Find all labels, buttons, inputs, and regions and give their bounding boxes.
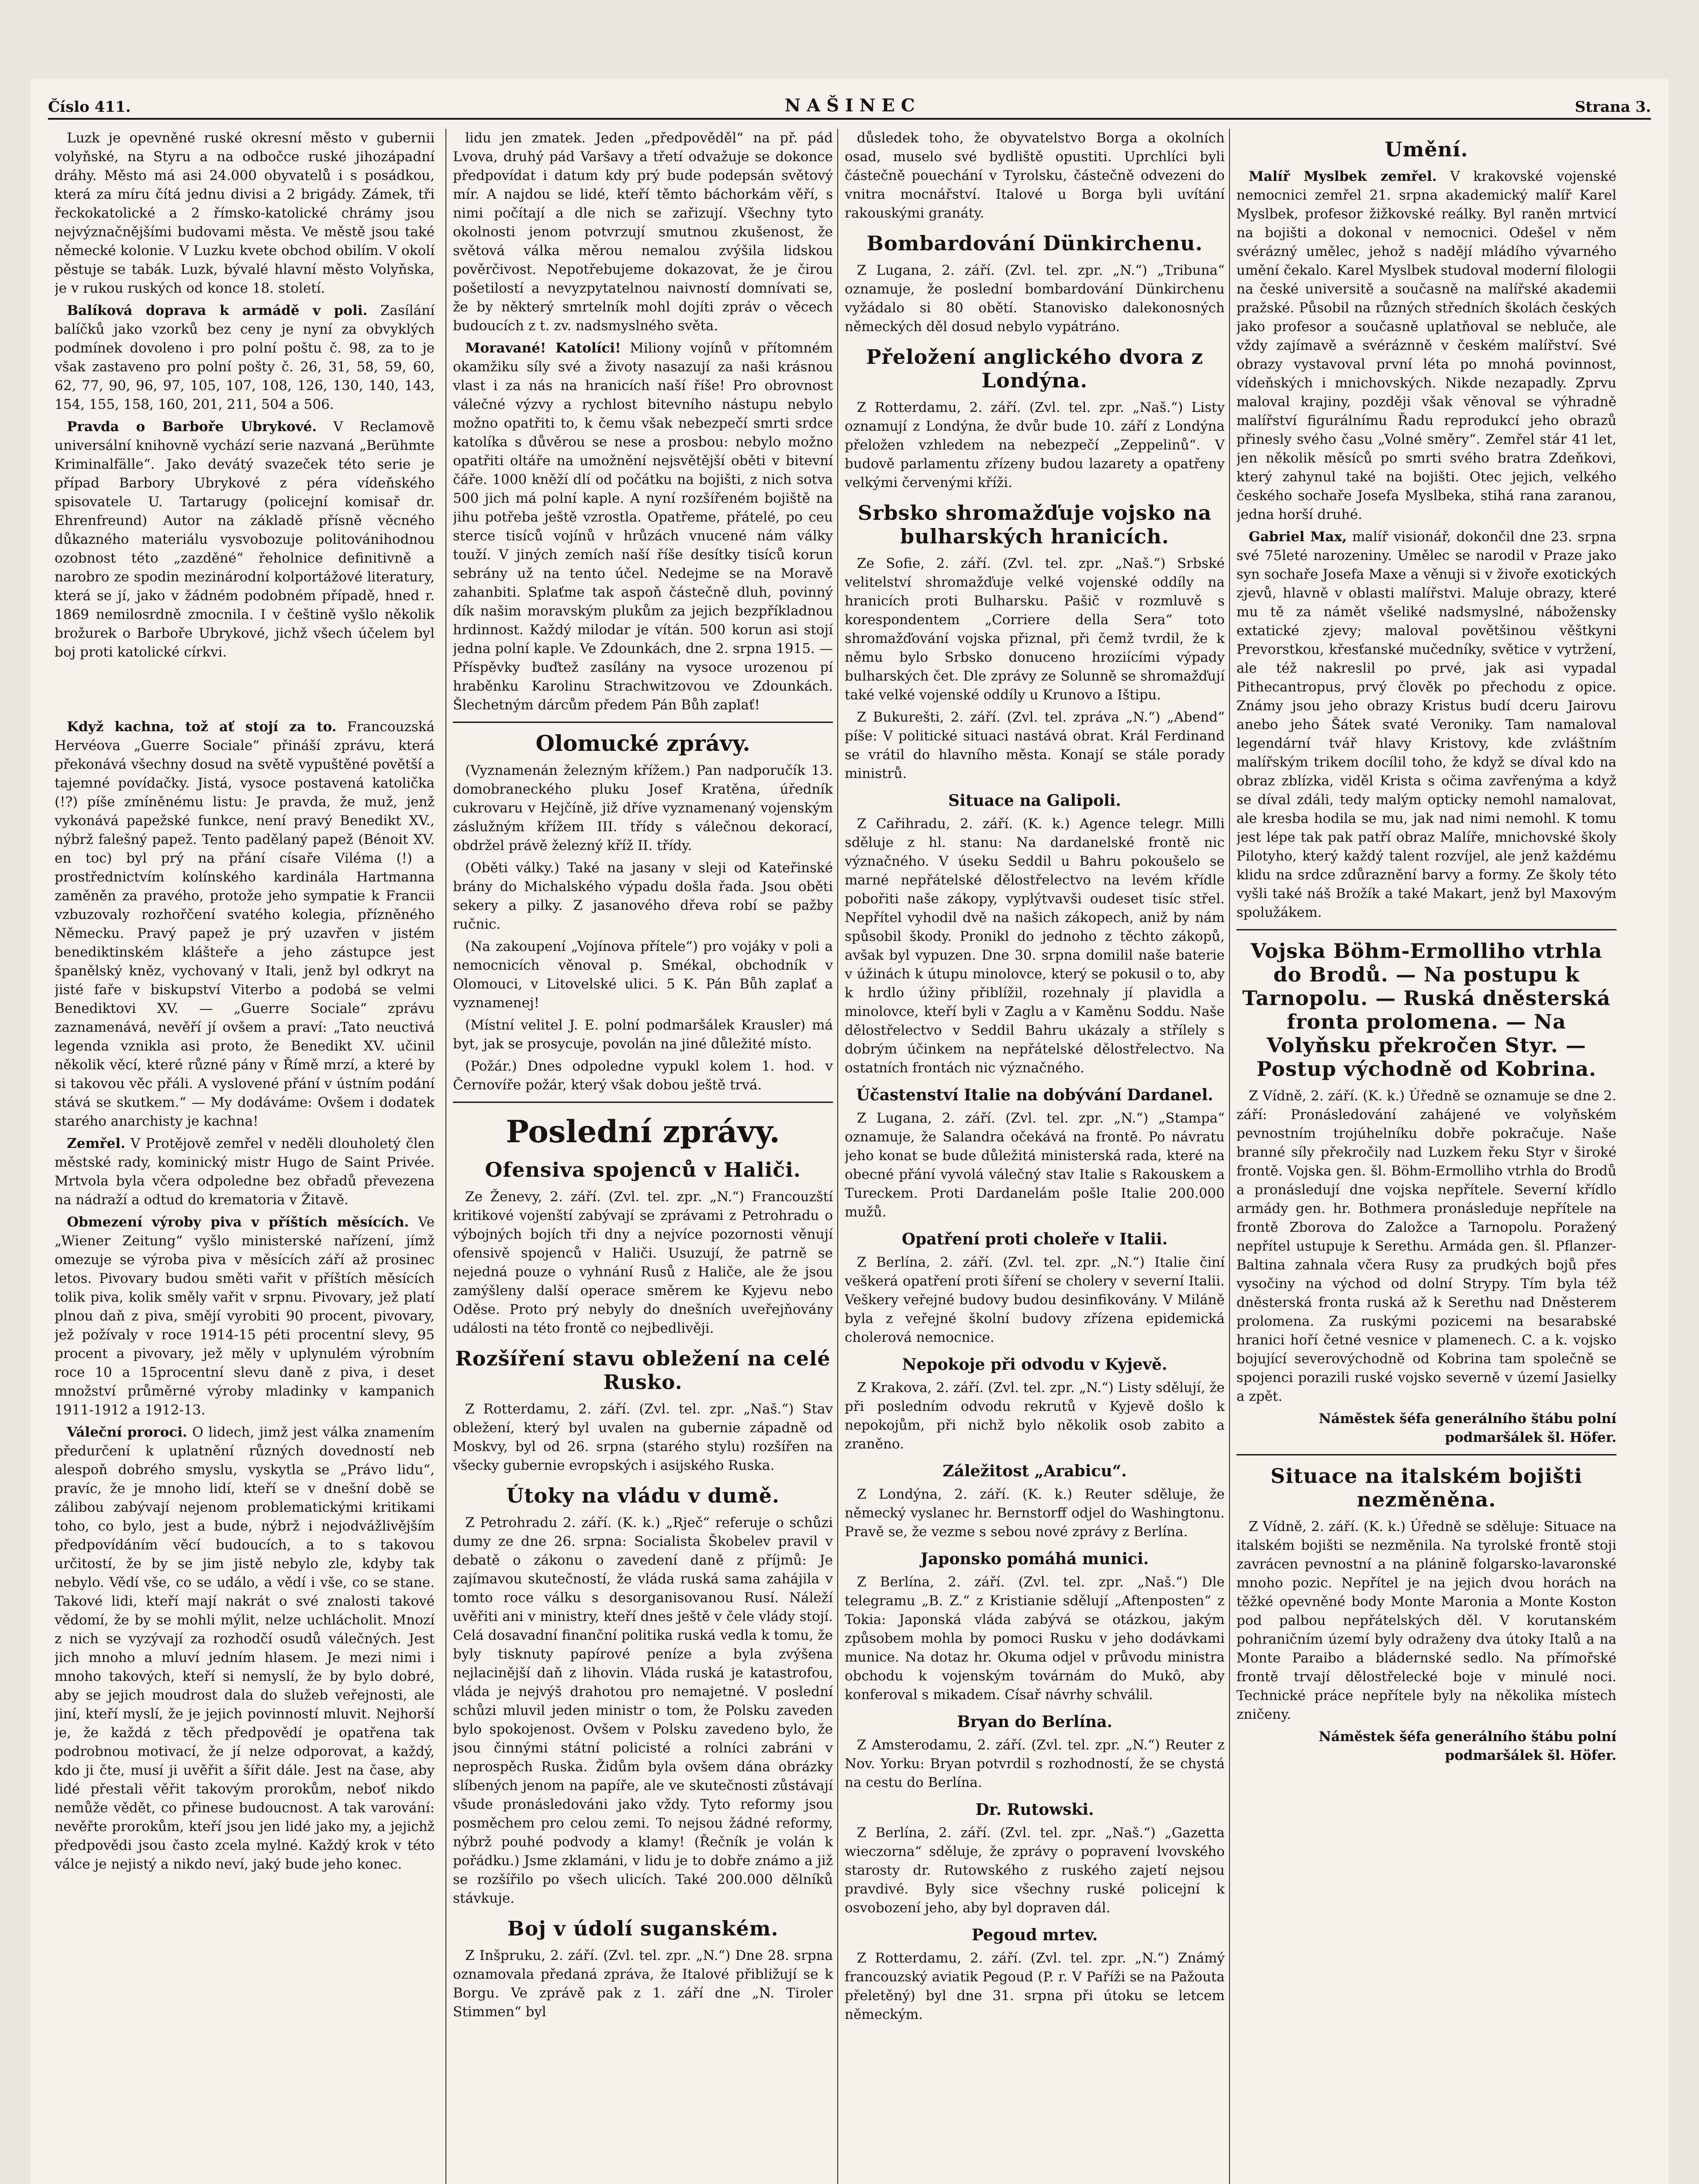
article-myslbek [1236, 167, 1616, 524]
headline: Boj v údolí suganském. [507, 1917, 779, 1940]
signature: Náměstek šéfa generálního štábu polní podmaršálek šl. Höfer. [1319, 1729, 1616, 1763]
headline: Záležitost „Arabicu“. [943, 1462, 1127, 1480]
page-header [48, 90, 1651, 116]
spacer [55, 665, 435, 718]
article-text: V Protějově zemřel v neděli dlouholetý člen městské rady, kominický mistr Hugo de Saint Privée. Mrtvola byla včera odpoledne bez obřadů převezena na nádraží a odtud do krematoria v Žitavě. [55, 1136, 435, 1208]
article-zemrel [55, 1134, 435, 1209]
news-item: Ze Ženevy, 2. září. (Zvl. tel. zpr. „N.“) Francouzští kritikové vojenští zabývají se zprávami z Petrohradu o výbojných bojích tři dny a nejvíce pozornosti věnují ofensivě spojenců v Haliči. Usuzují, že patrně se nejedná pouze o vyhnání Rusů z Haliče, ale že jsou zamýšleny další operace směrem ke Kyjevu nebo Oděse. Proto prý nebyly do dnešních uveřejňovány události na této frontě co nejbedlivěji. [453, 1189, 833, 1336]
headline-vojska: Vojska Böhm-Ermolliho vtrhla do Brodů. — Na postupu k Tarnopolu. — Ruská dněsterská fronta prolomena. — Na Volyňsku překročen Styr. — Postup východně od Kobrina. [1242, 939, 1611, 1081]
section-heading-umeni: Umění. [1385, 138, 1468, 161]
news-item: Z Krakova, 2. září. (Zvl. tel. zpr. „N.“) Listy sdělují, že při posledním odvodu rekrutů v Kyjevě došlo k nepokojům, při nichž bylo několik osob zabito a zraněno. [845, 1380, 1225, 1452]
article-katolici [453, 339, 833, 715]
news-item: Z Berlína, 2. září. (Zvl. tel. zpr. „Naš.“) „Gazetta wieczorna“ sděluje, že zprávy o popravení lvovského starosty dr. Rutowského z ruského zajetí nejsou pravdivé. Byly sice všechny ruské policejní k osvobození jeho, aby byl dopraven dál. [845, 1825, 1225, 1916]
column-1 [55, 129, 435, 2184]
news-item: (Oběti války.) Také na jasany v sleji od Kateřinské brány do Michalského výpadu došla řada. Jsou oběti sekery a pilky. Z jasanového dřeva robí se pažby ručnic. [453, 860, 833, 932]
article-text: Francouzská Hervéova „Guerre Sociale“ přináší zprávu, která překonává všechny dosud na světě vypuštěné povětší a tajemné povídačky. Jistá, vysoce postavená katolička (!?) píše zmíněnému listu: Je pravda, že muž, jenž vykonává papežské funkce, není pravý Benedikt XV., nýbrž falešný papež. Tento padělaný papež (Bénoit XV. en toc) byl prý na přání císaře Viléma (!) a prostřednictvím kolínského kardinála Hartmanna zaměněn za pravého, protože jeho sympatie k Francii vzbuzovaly rozhořčení svatého kolegia, přízněného Německu. Pravý papež je prý uzavřen v jistém benediktinském klášteře a jeho zástupce jest španělský kněz, vychovaný v Itali, jenž byl odkryt na jisté faře v biskupství Viterbo a podobá se velmi Benediktovi XV. — „Guerre Sociale“ zprávu zaznamenává, nevěří jí ovšem a praví: „Tato neuctivá legenda vznikla asi proto, že Benedikt XV. učinil několik věcí, které různé pány v Římě mrzí, a které by si takovou věc přáli. A vyslovené přání v ústním podání stává se skutkem.“ — My dodáváme: Ovšem i dodatek starého anarchisty je kachna! [55, 719, 435, 1129]
article-continuation: lidu jen zmatek. Jeden „předpověděl“ na př. pád Lvova, druhý pád Varšavy a třetí odvažuje se dokonce předpovídat i datum kdy prý bude podepsán světový mír. A najdou se lidé, kteří těmto báchorkám věří, s nimi počítají a dle nich se zařizují. Všechny tyto okolnosti jenom potvrzují smutnou zkušenost, že světová válka měrou nemalou zvýšila lidskou pověrčivost. Nepotřebujeme dokazovat, že je čirou pošetilostí a nevyzpytatelnou naivností domnívati se, že by některý smrtelník mohl dojíti zpráv o věcech budoucích z t. zv. nadsmyslného světa. [453, 130, 833, 334]
section-rule [453, 1102, 833, 1103]
kicker: Pravda o Barboře Ubrykové. [67, 419, 317, 435]
section-heading-olomucke: Olomucké zprávy. [535, 730, 750, 756]
column-divider [837, 129, 838, 2184]
news-item: Z Rotterdamu, 2. září. (Zvl. tel. zpr. „Naš.“) Stav obležení, který byl uvalen na gubernie západně od Moskvy, byl od 26. srpna (starého stylu) rozšířen na všecky gubernie evropských i asijského Ruska. [453, 1401, 833, 1473]
news-item: Z Berlína, 2. září. (Zvl. tel. zpr. „Naš.“) Dle telegramu „B. Z.“ z Kristianie sdělují „Aftenposten“ z Tokia: Japonská vláda zabývá se otázkou, jakým způsobem mohla by pomoci Rusku v jeho dodávkami munice. Na dotaz hr. Okuma odjel v průvodu ministra obchodu k vojenským továrnám do Mukô, aby konferoval s mikadem. Císař návrhy schválil. [845, 1574, 1225, 1703]
news-item: Z Lugana, 2. září. (Zvl. tel. zpr. „N.“) „Tribuna“ oznamuje, že poslední bombardování Dünkirchenu vyžádalo si 80 obětí. Stanovisko dalekonosných německých děl dosud nebylo vypátráno. [845, 263, 1225, 335]
page-number: Strana 3. [1575, 98, 1651, 116]
news-item: Z Rotterdamu, 2. září. (Zvl. tel. zpr. „Naš.“) Listy oznamují z Londýna, že dvůr bude 10. září z Londýna přeložen vzhledem na nebezpečí „Zeppelinů“. V budově parlamentu zřízeny budou lazarety a opatřeny velkými červenými kříži. [845, 400, 1225, 491]
news-item: Z Vídně, 2. září. (K. k.) Úředně se sděluje: Situace na italském bojišti se nezměnila. Na tyrolské frontě stoji zavrácen pevnostní a na plánině folgarsko-lavaronské mnoho pozic. Nepřítel je na jejich dvou horách na těžké opevněné body Monte Maronia a Monte Koston pod palbou nepřátelských děl. V korutanském pohraničním území byly odraženy dva útoky Italů a na Monte Paraibo a bládernské sedlo. Na přímořské frontě trvají dělostřelecké boje v minulé noci. Technické práce nepřítele byly na několika místech zničeny. [1236, 1519, 1616, 1722]
column-2 [453, 129, 833, 2184]
headline: Útoky na vládu v dumě. [506, 1484, 780, 1507]
column-divider [445, 129, 446, 2184]
issue-number: Číslo 411. [48, 98, 131, 116]
column-divider [1229, 129, 1230, 2184]
news-item: Ze Sofie, 2. září. (Zvl. tel. zpr. „Naš.“) Srbské velitelství shromažďuje velké vojenské oddíly na hranicích proti Bulharsku. Pašič v rozmluvě s korespondentem „Corriere della Sera“ toto shromažďování vojska přiznal, při čemž tvrdil, že k němu bylo Srbsko donuceno hroziícími výpady bulharských čet. Dle zprávy ze Solunně se shromažďují také velké vojenské oddíly u Krunovo a Ištipu. [845, 556, 1225, 703]
article-ubrykova [55, 418, 435, 662]
article-max [1236, 528, 1616, 922]
kicker: Když kachna, tož ať stojí za to. [67, 719, 337, 735]
kicker: Obmezení výroby piva v příštích měsících. [67, 1214, 409, 1230]
news-item: Z Amsterodamu, 2. září. (Zvl. tel. zpr. „N.“) Reuter z Nov. Yorku: Bryan potvrdil s rozhodností, že se chystá na cestu do Berlína. [845, 1737, 1225, 1790]
headline: Bryan do Berlína. [957, 1713, 1112, 1731]
section-rule [453, 722, 833, 723]
column-3 [845, 129, 1225, 2184]
news-item: Z Vídně, 2. září. (K. k.) Úředně se oznamuje se dne 2. září: Pronásledování zahájené ve volyňském pevnostním trojúhelníku dobře pokračuje. Naše branné síly překročily nad Luzkem řeku Styr v široké frontě. Vojska gen. šl. Böhm-Ermolliho vtrhla do Brodů a pronásledují dne vojska nepřítele. Severní křídlo armády gen. hr. Bothmera pronásleduje nepřítele na frontě Zborova do Založce a Tarnopolu. Poražený nepřítel ustupuje k Serethu. Armáda gen. šl. Pflanzer-Baltina zahnala včera Rusy za prudkých bojů přes vysočiny na východ od dolní Strypy. Tím byla též dněsterská fronta ruská až k Serethu nad Dněsterem prolomena. Za ruskými pozicemi na besarabské hranici hoří četné vesnice v plamenech. C. a k. vojsko bojující severovýchodně od Kobrina tam společně se spojenci porazili ruské vojsko severně v území Jasielky a zpět. [1236, 1088, 1616, 1404]
kicker: Moravané! Katolíci! [465, 340, 621, 356]
article-text: Ve „Wiener Zeitung“ vyšlo ministerské nařízení, jímž omezuje se výroba piva v měsících září až prosinec letos. Pivovary budou směti vařit v příštích měsících tolik piva, kolik směly vařit v srpnu. Pivovary, jež platí plnou daň z piva, smějí vyrobiti 90 procent, pivovary, jež požívaly v roce 1914-15 péti procentní slevy, 95 procent a pivovary, jež měly v uplynulém výrobním roce 10 a 15procentní slevu daně z piva, i deset množství průměrné výroby mladinky v kampanich 1911-1912 a 1912-13. [55, 1214, 435, 1418]
article-proroci [55, 1423, 435, 1874]
newspaper-title: NAŠINEC [784, 95, 921, 116]
news-item: Z Bukurešti, 2. září. (Zvl. tel. zpráva „N.“) „Abend“ píše: V politické situaci nastává obrat. Král Ferdinand se vrátil do hlavního města. Konají se stále porady ministrů. [845, 709, 1225, 781]
news-item: Z Londýna, 2. září. (K. k.) Reuter sděluje, že německý vyslanec hr. Bernstorff odjel do Washingtonu. Pravě se, že vezme s sebou nové zprávy z Berlína. [845, 1486, 1225, 1540]
news-item: Z Rotterdamu, 2. září. (Zvl. tel. zpr. „N.“) Známý francouzský aviatik Pegoud (P. r. V Paříži se na Pažouta přeletěný) byl dne 31. srpna při útoku se letcem německým. [845, 1950, 1225, 2022]
kicker: Balíková doprava k armádě v poli. [67, 303, 368, 318]
article-luzk: Luzk je opevněné ruské okresní město v gubernii volyňské, na Styru a na odbočce ruské jihozápadní dráhy. Město má asi 24.000 obyvatelů i s posádkou, která za míru čítá jednu divisi a 2 brigády. Zámek, tři řeckokatolické a 2 římsko-katolické chrámy jsou nejvýznačnějšími budovami města. Ve městě jsou také německé kolonie. V Luzku kvete obchod obilím. V okolí pěstuje se tabák. Luzk, bývalé hlavní město Volyňska, je v rukou ruských od konce 18. století. [55, 130, 435, 296]
news-item: důsledek toho, že obyvatelstvo Borga a okolních osad, muselo své bydliště opustiti. Uprchlíci byli částečně pouechání v Tyrolsku, částečně odvezeni do vnitra mocnářství. Italové u Borga byli uvítání rakouskými granáty. [845, 130, 1225, 221]
headline: Opatření proti choleře v Italii. [901, 1230, 1168, 1248]
article-text: malíř visionář, dokončil dne 23. srpna své 75leté narozeniny. Umělec se narodil v Praze jako syn sochaře Josefa Maxe a věnuji si v živoře exotických zjevů, hlavně v oblasti malířstvi. Maluje obrazy, které mu tě za námět všeliké nadsmyslné, nábožensky extatické zjevy; maloval povětšinou věštkyni Prevorstkou, křesťanské mučedníky, světice v vytržení, ale též nakreslil po prvé, jak asi vypadal Pithecantropus, prvý člověk po přechodu z opice. Známy jsou jeho obrazy Kristus budí dceru Jairovu anebo jeho Šátek svaté Veroniky. Tam namaloval legendární tvář hlavy Kristovy, kde zvláštním malířským trikem docílil toho, že když se díval kdo na obraz zblízka, viděl Krista s očima zavřenýma a když se díval zdáli, tedy malým opticky nemohl namalovat, ale kresba hodila se mu, jak nad nimi nemohl. K tomu jest lépe tak pak patří obraz Malíře, mnichovské školy Pilotyho, který každý talent rozvíjel, ale jenž každému klidu na srdce zdůraznění barvy a formy. Ze školy této vyšli také náš Brožík a také Makart, jenž byl Maxovým spolužákem. [1236, 529, 1616, 920]
headline: Nepokoje při odvodu v Kyjevě. [902, 1355, 1167, 1374]
headline: Srbsko shromažďuje vojsko na bulharských hranicích. [857, 501, 1212, 548]
news-item: Z Berlína, 2. září. (Zvl. tel. zpr. „N.“) Italie činí veškerá opatření proti šíření se cholery v severní Italii. Veškery veřejné budovy budou desinfikovány. V Miláně byla z veřejné školní budovy zřízena epidemická cholerová nemocnice. [845, 1254, 1225, 1345]
headline: Situace na Galipoli. [948, 791, 1121, 810]
headline: Dr. Rutowski. [975, 1800, 1094, 1819]
kicker: Gabriel Max, [1249, 529, 1347, 545]
news-item: (Vyznamenán železným křížem.) Pan nadporučík 13. domobraneckého pluku Josef Kratěna, úředník cukrovaru v Hejčíně, již dříve vyznamenaný vojenským záslužným křížem III. třídy s válečnou dekorací, obdržel právě železný kříž II. třídy. [453, 763, 833, 854]
news-item: Z Petrohradu 2. září. (K. k.) „Rječ“ referuje o schůzi dumy ze dne 26. srpna: Socialista Škobelev pravil v debatě o zákonu o zavedení daně z příjmů: Je zajímavou skutečností, že vláda ruská sama zahájila v tomto roce válku s desorganisovanou Rusí. Náleží uvěřiti ani v ministry, kteří dnes ještě v čele vlády stojí. Celá dosavadní finanční politika ruská vedla k tomu, že byly tisknuty papírové peníze a byla zvýšena nejlacinější daň z lihovin. Vláda ruská je katastrofou, vláda je nejvýš drahotou pro nemajetné. V poslední schůzi mluvil jeden ministr o tom, že Polsku zaveden bylo spokojenost. Ovšem v Polsku zavedeno bylo, že jsou činnými státní policisté a rolníci zabráni v neprospěch Ruska. Židům byla ovšem dána obrázky slíbených jenom na papíře, ale ve skutečnosti zůstávají všude pronásledováni jako vždy. Tyto reformy jsou posměchem pro celou zemi. To nejsou žádné reformy, nýbrž pouhé podvody a klamy! (Řečník je volán k pořádku.) Jsme zklamáni, v lidu je to dobře známo a již se rozšířilo po všech ulicích. Také 200.000 dělníků stávkuje. [453, 1515, 833, 1906]
kicker: Malíř Myslbek zemřel. [1249, 169, 1437, 184]
header-rule [48, 118, 1651, 120]
news-item: Z Cařihradu, 2. září. (K. k.) Agence telegr. Milli sděluje z hl. stanu: Na dardanelské frontě nic význačného. V úseku Seddil u Bahru pokoušelo se marné nepřátelské dělostřelectvo na levém křídle pobořiti naše zákopy, vyplýtvavši oudeset tisíc střel. Nepřítel vyhodil dvě na našich zákopech, aniž by nám spůsobil škody. Pronikl do jednoho z těchto zákopů, avšak byl vypuzen. Dne 30. srpna domilil naše baterie v úžinách k útupu minolovce, který se pokusil o to, aby k hrdlo úžiny přiblížil, rozehnaly jí plavidla a minolovce, kteří byli v Zaglu a v Kaměnu Soddu. Naše dělostřelectvo v Seddil Bahru ukázaly a střílely s dobrým účinkem na nepřátelské dělostřelectvo. Na ostatních frontách nic význačného. [845, 816, 1225, 1076]
news-item: (Místní velitel J. E. polní podmaršálek Krausler) má byt, jak se prosycuje, povolán na jiné důležité místo. [453, 1017, 833, 1052]
section-rule [1236, 1454, 1616, 1455]
article-text: Miliony vojínů v přítomném okamžiku síly své a životy nasazují za naši krásnou vlast i za nás na hranicích naší říše! Pro obrovnost válečné výzvy a rychlost bitevního nástupu nebylo možno opatřiti to, k čemu však nebezpečí smrti srdce katolíka s důvěrou se nese a prosbou: nebylo možno opatřiti oltáře na umožnění nejsvětější oběti v bitevní čáře. 1000 kněží dlí od počátku na bojišti, z nich sotva 500 jich má polní kaple. A nyní rozšířeném bojiště na jihu potřeba ještě vzrostla. Opatřeme, přátelé, po ceu sterce tisíců vojínů v hrůzách vnucené nám války touží. V jiných zemích naší říše desítky tisíců korun sebrány už na tento účel. Nedejme se na Moravě zahanbiti. Splaťme tak aspoň částečně dluh, povinný dík našim moravským plukům za jejich bezpříkladnou hrdinnost. Každý milodar je vítán. 500 korun asi stojí jedna polní kaple. Ve Zdounkách, dne 2. srpna 1915. — Příspěvky buďtež zasílány na vysoce urozenou pí hraběnku Karolinu Strachwitzovou ve Zdounkách. Šlechetným dárcům předem Pán Bůh zaplať! [453, 340, 833, 713]
article-text: V krakovské vojenské nemocnici zemřel 21. srpna akademický malíř Karel Myslbek, profesor žižkovské reálky. Byl raněn mrtvicí na bojišti a dokonal v nemocnici. Odešel v něm svérázný umělec, jehož s nadějí mládího vývarného umění čekalo. Karel Myslbek studoval moderní filologii na české universitě a současně na malířské akademii pražské. Působil na různých středních školách českých jako profesor a současně uplatňoval se nebluče, ale vždy zajímavě a svéráznně v českém malířství. Své obrazy vystavoval první léta po mnohá povinnost, vídeňských i mnichovských. Nikde nezapadly. Zprvu maloval krajiny, později však věnoval se výhradně malířství figurálnímu Řadu reprodukcí jeho obrazů přinesly svého času „Volné směry“. Zemřel stár 41 let, jen několik měsíců po smrti svého bratra Zdeňkovi, který zahynul také na bojišti. Otec jejich, velkého českého sochaře Josefa Myslbeka, stihá rana zaranou, jedna horší druhé. [1236, 169, 1616, 522]
column-4 [1236, 129, 1616, 2184]
headline: Situace na italském bojišti nezměněna. [1270, 1464, 1583, 1511]
headline: Přeložení anglického dvora z Londýna. [866, 345, 1203, 392]
news-item: (Na zakoupení „Vojínova přítele“) pro vojáky v poli a nemocnicích věnoval p. Smékal, obchodník v Olomouci, v Litovelské ulici. 5 K. Pán Bůh zaplať a vyznamenej! [453, 939, 833, 1011]
news-item: Z Lugana, 2. září. (Zvl. tel. zpr. „N.“) „Stampa“ oznamuje, že Salandra očekává na frontě. Po návratu jeho konat se bude důležitá ministerská rada, které na obecné přání vyvolá válečný stav Italie s Rakouskem a Tureckem. Proti Dardanelám pošle Italie 200.000 mužů. [845, 1110, 1225, 1220]
article-text: Zasílání balíčků jako vzorků bez ceny je nyní za obvyklých podmínek dovoleno i pro polní poštu č. 98, za to je však zastaveno pro polní pošty č. 26, 31, 58, 59, 60, 62, 77, 90, 96, 97, 105, 107, 108, 126, 130, 140, 143, 154, 155, 158, 160, 201, 211, 504 a 506. [55, 303, 435, 412]
news-item: Z Inšpruku, 2. září. (Zvl. tel. zpr. „N.“) Dne 28. srpna oznamovala předaná zpráva, že Italové přibližují se k Borgu. Ve zprávě pak z 1. září dne „N. Tiroler Stimmen“ byl [453, 1948, 833, 2020]
article-kachna [55, 718, 435, 1131]
kicker: Zemřel. [67, 1136, 125, 1151]
headline: Bombardování Dünkirchenu. [867, 232, 1203, 255]
headline: Rozšíření stavu obležení na celé Rusko. [455, 1347, 831, 1394]
signature: Náměstek šéfa generálního štábu polní podmaršálek šl. Höfer. [1319, 1411, 1616, 1445]
kicker: Váleční proroci. [67, 1424, 187, 1440]
article-text: V Reclamově universální knihovně vychází serie nazvaná „Berühmte Kriminalfälle“. Jako devátý svazeček této serie je případ Barbory Ubrykové z péra vídeňského spisovatele U. Tartarugy (policejní komisař dr. Ehrenfreund) Autor na základě přísně věcného důkazného materiálu vysvobozuje politovánihodnou ozobnost této „zazděné“ řeholnice definitivně a narobro ze spodin mezinárodní kolportážové literatury, která se jí, jako v žádném podobném případě, hned r. 1869 nemilosrdně zmocnila. I v češtině vyšlo několik brožurek o Barboře Ubrykové, jichž všech účelem byl boj proti katolické církvi. [55, 419, 435, 660]
section-heading-posledni: Poslední zprávy. [506, 1113, 780, 1150]
article-text: O lidech, jimž jest válka znamením předurčení k uplatnění různých dovedností neb alespoň dobrého smyslu, vyskytla se „Právo lidu“, pravíc, že je mnoho lidí, kteří se v dnešní době se zálibou zabývají nejenom problematickými kritikami toho, co bylo, jest a bude, nýbrž i nejodvážlivějším předpovídáním věcí budoucích, a to s takovou určitostí, že by se jim jistě nebylo zle, kdyby tak nebylo. Vědí vše, co se událo, a vědí i vše, co se stane. Takové lidi, kteří mají nakrát o své znalosti takové vědomí, že by se mohli mýlit, nelze uchlácholit. Mnozí z nich se vyzývají za rozhodčí osudů válečných. Jest jich mnoho a mluví jedním hlasem. Je mezi nimi i mnoho takových, kteří si nemyslí, že by bylo dobré, aby se jejich moudrost dala do služeb veřejnosti, ale jiní, kteří myslí, že je jejich povinností mluvit. Nejhorší je, že každá z těch předpovědí je opatřena tak podrobnou motivací, že jí nelze odporovat, a každý, kdo ji čte, musí ji uvěřit a šířit dále. Jest na čase, aby lidé přestali věřit takovým prorokům, neboť nikdo nemůže vědět, co přinese budoucnost. A tak varování: nevěřte prorokům, kteří jsou jen lidé jako my, a jejichž předpovědi jsou často zcela mylné. Každý krok v této válce je nejistý a nikdo neví, jaký bude jeho konec. [55, 1424, 435, 1872]
headline: Účastenství Italie na dobývání Dardanel. [856, 1086, 1213, 1104]
news-item: (Požár.) Dnes odpoledne vypukl kolem 1. hod. v Černovíře požár, který však dobou ještě trvá. [453, 1058, 833, 1093]
headline: Ofensiva spojenců v Haliči. [485, 1158, 801, 1182]
section-rule [1236, 929, 1616, 930]
article-pivo [55, 1213, 435, 1420]
headline: Japonsko pomáhá munici. [920, 1550, 1149, 1568]
article-balikova [55, 301, 435, 414]
headline: Pegoud mrtev. [971, 1926, 1098, 1944]
